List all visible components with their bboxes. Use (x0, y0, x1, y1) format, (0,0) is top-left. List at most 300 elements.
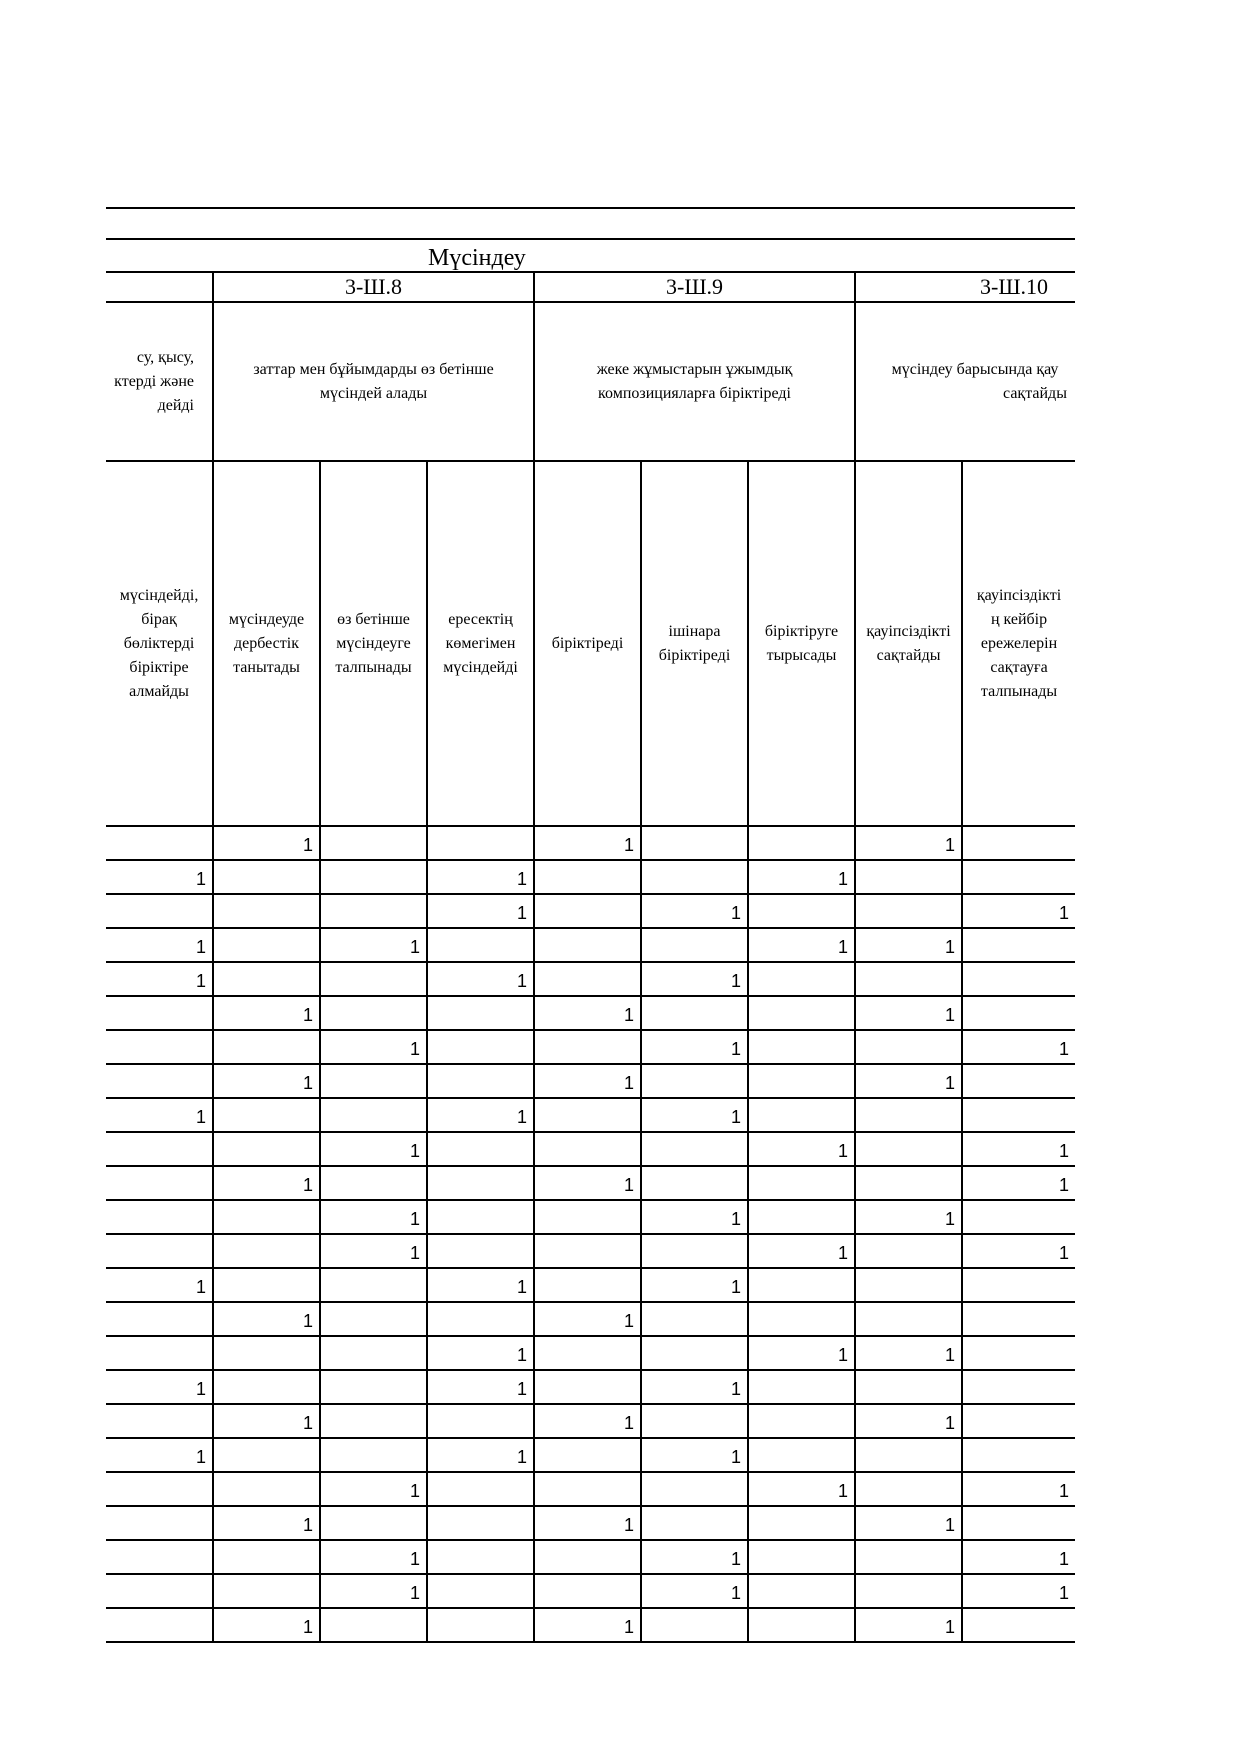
table-row (106, 1540, 1075, 1574)
code-cell-partial (106, 272, 213, 302)
table-cell[interactable]: 1 (534, 996, 641, 1030)
table-cell[interactable] (320, 894, 427, 928)
table-cell[interactable] (641, 928, 748, 962)
table-cell[interactable]: 1 (855, 996, 962, 1030)
table-cell[interactable]: 1 (106, 1268, 213, 1302)
section-header (106, 244, 1075, 272)
table-cell[interactable]: 1 (427, 1438, 534, 1472)
table-cell[interactable] (641, 1336, 748, 1370)
table-cell[interactable] (427, 826, 534, 860)
table-cell[interactable] (534, 1268, 641, 1302)
criteria-cell (427, 461, 534, 826)
table-cell[interactable] (320, 1438, 427, 1472)
table-row (106, 1234, 1075, 1268)
table-cell[interactable] (748, 1268, 855, 1302)
table-cell[interactable]: 1 (320, 1540, 427, 1574)
table-cell[interactable] (427, 1540, 534, 1574)
description-line: су, қысу, (136, 348, 194, 366)
table-cell[interactable] (962, 860, 1075, 894)
table-row (106, 1370, 1075, 1404)
criteria-line: талпынады (980, 682, 1058, 700)
table-cell[interactable] (427, 1030, 534, 1064)
table-cell[interactable]: 1 (213, 1506, 320, 1540)
table-cell[interactable] (106, 1506, 213, 1540)
table-cell[interactable]: 1 (641, 962, 748, 996)
table-cell[interactable] (320, 1370, 427, 1404)
table-cell[interactable] (748, 1064, 855, 1098)
table-cell[interactable]: 1 (641, 1540, 748, 1574)
table-cell[interactable]: 1 (641, 1574, 748, 1608)
table-cell[interactable] (855, 1030, 962, 1064)
description-line: заттар мен бұйымдарды өз бетінше (253, 360, 494, 378)
table-cell[interactable] (213, 1472, 320, 1506)
table-cell[interactable] (106, 1200, 213, 1234)
table-cell[interactable]: 1 (320, 1200, 427, 1234)
table-cell[interactable] (320, 1506, 427, 1540)
table-cell[interactable] (748, 894, 855, 928)
table-cell[interactable]: 1 (427, 894, 534, 928)
table-cell[interactable] (213, 1030, 320, 1064)
table-cell[interactable] (748, 826, 855, 860)
table-cell[interactable] (427, 1608, 534, 1642)
table-cell[interactable] (106, 1234, 213, 1268)
table-cell[interactable] (106, 1472, 213, 1506)
table-cell[interactable] (320, 1302, 427, 1336)
table-cell[interactable] (427, 1404, 534, 1438)
table-cell[interactable] (962, 1370, 1075, 1404)
table-cell[interactable] (534, 1200, 641, 1234)
table-cell[interactable] (213, 1268, 320, 1302)
assessment-table (106, 271, 1075, 1643)
table-cell[interactable] (427, 996, 534, 1030)
table-cell[interactable]: 1 (213, 1166, 320, 1200)
table-cell[interactable]: 1 (106, 962, 213, 996)
table-cell[interactable]: 1 (962, 1132, 1075, 1166)
table-cell[interactable]: 1 (213, 1302, 320, 1336)
table-cell[interactable]: 1 (641, 1098, 748, 1132)
table-cell[interactable] (427, 1132, 534, 1166)
table-cell[interactable] (213, 1200, 320, 1234)
table-cell[interactable] (641, 1132, 748, 1166)
criteria-line: дербестік (234, 634, 299, 652)
table-cell[interactable]: 1 (213, 996, 320, 1030)
table-cell[interactable]: 1 (427, 1370, 534, 1404)
table-cell[interactable] (748, 1098, 855, 1132)
table-cell[interactable] (748, 1608, 855, 1642)
criteria-line: тырысады (766, 646, 837, 664)
table-cell[interactable] (106, 1404, 213, 1438)
table-cell[interactable] (962, 962, 1075, 996)
description-line: ктерді және (114, 372, 194, 390)
table-row (106, 1506, 1075, 1540)
table-row (106, 962, 1075, 996)
table-cell[interactable]: 1 (534, 1608, 641, 1642)
table-cell[interactable] (534, 1574, 641, 1608)
table-cell[interactable] (748, 1200, 855, 1234)
table-cell[interactable] (213, 928, 320, 962)
table-cell[interactable] (320, 962, 427, 996)
table-cell[interactable]: 1 (427, 1268, 534, 1302)
table-cell[interactable]: 1 (320, 1030, 427, 1064)
table-row (106, 1166, 1075, 1200)
table-cell[interactable] (748, 996, 855, 1030)
table-cell[interactable] (534, 1336, 641, 1370)
table-row (106, 860, 1075, 894)
table-cell[interactable]: 1 (534, 1404, 641, 1438)
table-cell[interactable] (320, 1268, 427, 1302)
table-cell[interactable] (855, 1370, 962, 1404)
criteria-line: талпынады (335, 658, 412, 676)
table-cell[interactable] (106, 1064, 213, 1098)
table-cell[interactable] (855, 1302, 962, 1336)
criteria-line: бірақ (141, 610, 177, 628)
table-cell[interactable] (534, 928, 641, 962)
table-cell[interactable]: 1 (748, 1336, 855, 1370)
description-line: дейді (157, 396, 194, 414)
table-cell[interactable]: 1 (748, 860, 855, 894)
table-cell[interactable] (962, 1404, 1075, 1438)
table-cell[interactable] (427, 1200, 534, 1234)
table-cell[interactable] (106, 1574, 213, 1608)
table-cell[interactable]: 1 (106, 860, 213, 894)
table-cell[interactable] (641, 1506, 748, 1540)
table-cell[interactable] (534, 1438, 641, 1472)
table-cell[interactable] (106, 826, 213, 860)
skill-description-row (106, 302, 1075, 461)
table-cell[interactable] (748, 1030, 855, 1064)
table-cell[interactable] (320, 1336, 427, 1370)
description-line: сақтайды (1003, 384, 1067, 402)
table-row (106, 1608, 1075, 1642)
table-cell[interactable] (213, 1540, 320, 1574)
table-cell[interactable] (427, 1064, 534, 1098)
description-cell (213, 302, 534, 461)
description-line: мүсіндеу барысында қау (891, 360, 1059, 378)
table-cell[interactable] (534, 1234, 641, 1268)
table-cell[interactable]: 1 (748, 1234, 855, 1268)
table-cell[interactable] (534, 894, 641, 928)
table-cell[interactable] (962, 826, 1075, 860)
table-cell[interactable] (748, 1404, 855, 1438)
table-cell[interactable]: 1 (320, 1472, 427, 1506)
table-cell[interactable]: 1 (213, 1608, 320, 1642)
code-cell (855, 272, 1075, 302)
table-cell[interactable] (748, 1438, 855, 1472)
table-cell[interactable]: 1 (962, 1166, 1075, 1200)
table-cell[interactable]: 1 (962, 1574, 1075, 1608)
table-cell[interactable] (320, 860, 427, 894)
table-cell[interactable]: 1 (534, 1064, 641, 1098)
criteria-line: сақтайды (876, 646, 941, 664)
criteria-cell (962, 461, 1075, 826)
table-cell[interactable]: 1 (855, 1200, 962, 1234)
table-row (106, 1336, 1075, 1370)
table-cell[interactable] (748, 1506, 855, 1540)
table-cell[interactable]: 1 (748, 928, 855, 962)
table-cell[interactable] (427, 1166, 534, 1200)
table-cell[interactable]: 1 (534, 826, 641, 860)
table-cell[interactable] (213, 1132, 320, 1166)
table-cell[interactable] (534, 1030, 641, 1064)
table-cell[interactable]: 1 (106, 1370, 213, 1404)
table-cell[interactable] (106, 996, 213, 1030)
table-cell[interactable] (427, 1506, 534, 1540)
table-cell[interactable]: 1 (962, 894, 1075, 928)
table-cell[interactable] (213, 1574, 320, 1608)
table-cell[interactable] (855, 1438, 962, 1472)
criteria-line: танытады (233, 658, 300, 676)
table-cell[interactable]: 1 (427, 860, 534, 894)
table-cell[interactable] (641, 860, 748, 894)
table-row (106, 1200, 1075, 1234)
table-cell[interactable] (855, 1574, 962, 1608)
table-cell[interactable] (962, 1268, 1075, 1302)
section-title: Мүсіндеу (428, 245, 526, 271)
table-row (106, 1268, 1075, 1302)
table-row (106, 1132, 1075, 1166)
table-cell[interactable]: 1 (427, 1098, 534, 1132)
criteria-cell (534, 461, 641, 826)
table-row (106, 1404, 1075, 1438)
table-cell[interactable] (748, 1574, 855, 1608)
table-cell[interactable] (213, 1234, 320, 1268)
table-cell[interactable]: 1 (748, 1132, 855, 1166)
table-cell[interactable]: 1 (855, 1336, 962, 1370)
table-cell[interactable]: 1 (534, 1506, 641, 1540)
table-cell[interactable] (748, 962, 855, 996)
table-cell[interactable] (962, 996, 1075, 1030)
table-header-border (106, 238, 1075, 240)
table-cell[interactable] (106, 1302, 213, 1336)
table-cell[interactable] (962, 928, 1075, 962)
table-row (106, 1064, 1075, 1098)
table-cell[interactable] (534, 1132, 641, 1166)
table-row (106, 1030, 1075, 1064)
table-cell[interactable] (855, 1132, 962, 1166)
description-cell-partial (106, 302, 213, 461)
table-cell[interactable]: 1 (106, 1098, 213, 1132)
table-row (106, 1472, 1075, 1506)
criteria-line: ережелерін (980, 634, 1058, 652)
table-cell[interactable] (427, 1234, 534, 1268)
criteria-line: ересектің (448, 610, 513, 628)
table-cell[interactable]: 1 (213, 1404, 320, 1438)
table-cell[interactable]: 1 (855, 928, 962, 962)
criteria-line: біріктіре (129, 658, 189, 676)
table-cell[interactable]: 1 (320, 1234, 427, 1268)
table-cell[interactable] (534, 1540, 641, 1574)
table-cell[interactable] (427, 928, 534, 962)
criteria-line: бөліктерді (123, 634, 195, 652)
table-cell[interactable]: 1 (855, 1506, 962, 1540)
table-cell[interactable]: 1 (641, 894, 748, 928)
table-cell[interactable] (106, 1030, 213, 1064)
table-cell[interactable] (641, 826, 748, 860)
table-cell[interactable] (320, 826, 427, 860)
criteria-line: қауіпсіздікті (976, 586, 1062, 604)
table-cell[interactable] (106, 1166, 213, 1200)
description-line: композицияларға біріктіреді (598, 384, 791, 402)
criteria-line: ң кейбір (990, 610, 1048, 628)
table-cell[interactable] (855, 1234, 962, 1268)
criteria-line: алмайды (129, 682, 189, 700)
table-cell[interactable] (106, 1608, 213, 1642)
table-cell[interactable] (748, 1166, 855, 1200)
table-cell[interactable] (641, 1472, 748, 1506)
criteria-row (106, 461, 1075, 826)
criteria-line: біріктіреді (551, 634, 624, 652)
table-row (106, 996, 1075, 1030)
description-line: жеке жұмыстарын ұжымдық (596, 360, 793, 378)
table-cell[interactable] (641, 1608, 748, 1642)
table-cell[interactable] (534, 1472, 641, 1506)
table-row (106, 1098, 1075, 1132)
criteria-line: мүсіндейді, (119, 586, 199, 604)
skill-code-row (106, 272, 1075, 302)
description-line: мүсіндей алады (319, 384, 428, 402)
table-cell[interactable] (106, 894, 213, 928)
table-row (106, 1574, 1075, 1608)
table-cell[interactable]: 1 (534, 1166, 641, 1200)
criteria-cell (320, 461, 427, 826)
table-cell[interactable] (962, 1064, 1075, 1098)
table-cell[interactable]: 1 (106, 1438, 213, 1472)
table-cell[interactable] (748, 1302, 855, 1336)
table-cell[interactable] (534, 1370, 641, 1404)
table-cell[interactable] (213, 894, 320, 928)
criteria-line: біріктіруге (764, 622, 839, 640)
table-cell[interactable]: 1 (641, 1370, 748, 1404)
table-cell[interactable]: 1 (427, 1336, 534, 1370)
table-cell[interactable] (320, 1064, 427, 1098)
table-cell[interactable] (106, 1336, 213, 1370)
table-cell[interactable] (427, 1472, 534, 1506)
code-cell-text: 3-Ш.10 (980, 274, 1049, 299)
description-cell (855, 302, 1075, 461)
table-row (106, 928, 1075, 962)
criteria-cell (855, 461, 962, 826)
table-cell[interactable] (106, 1132, 213, 1166)
table-cell[interactable]: 1 (213, 1064, 320, 1098)
table-cell[interactable]: 1 (855, 1064, 962, 1098)
table-cell[interactable]: 1 (962, 1030, 1075, 1064)
table-cell[interactable] (962, 1336, 1075, 1370)
table-cell[interactable] (962, 1438, 1075, 1472)
table-cell[interactable] (962, 1200, 1075, 1234)
table-cell[interactable] (855, 1472, 962, 1506)
table-cell[interactable] (320, 1166, 427, 1200)
criteria-cell (213, 461, 320, 826)
table-cell[interactable] (748, 1370, 855, 1404)
table-cell[interactable] (213, 962, 320, 996)
table-cell[interactable] (320, 996, 427, 1030)
criteria-cell (641, 461, 748, 826)
table-cell[interactable]: 1 (534, 1302, 641, 1336)
table-cell[interactable] (962, 1608, 1075, 1642)
table-cell[interactable] (641, 1064, 748, 1098)
table-cell[interactable] (320, 1608, 427, 1642)
table-row (106, 1302, 1075, 1336)
criteria-line: мүсіндеуге (336, 634, 411, 652)
criteria-line: қауіпсіздікті (866, 622, 951, 640)
table-cell[interactable] (320, 1098, 427, 1132)
criteria-line: біріктіреді (658, 646, 731, 664)
table-cell[interactable] (855, 1268, 962, 1302)
table-cell[interactable] (641, 1234, 748, 1268)
table-cell[interactable] (641, 1302, 748, 1336)
criteria-line: ішінара (668, 622, 721, 640)
table-cell[interactable] (855, 1540, 962, 1574)
table-cell[interactable]: 1 (106, 928, 213, 962)
description-cell (534, 302, 855, 461)
table-cell[interactable] (106, 1540, 213, 1574)
table-row (106, 1438, 1075, 1472)
table-cell[interactable]: 1 (641, 1438, 748, 1472)
table-cell[interactable] (855, 894, 962, 928)
table-cell[interactable]: 1 (641, 1030, 748, 1064)
table-cell[interactable] (427, 1574, 534, 1608)
table-cell[interactable]: 1 (962, 1540, 1075, 1574)
table-cell[interactable] (320, 1404, 427, 1438)
criteria-line: өз бетінше (337, 610, 410, 628)
criteria-line: мүсіндейді (443, 658, 518, 676)
table-cell[interactable]: 1 (320, 928, 427, 962)
table-row (106, 826, 1075, 860)
table-cell[interactable]: 1 (213, 826, 320, 860)
table-cell[interactable] (213, 1098, 320, 1132)
table-cell[interactable] (213, 1438, 320, 1472)
table-cell[interactable]: 1 (855, 826, 962, 860)
table-cell[interactable] (641, 1166, 748, 1200)
table-cell[interactable]: 1 (962, 1472, 1075, 1506)
table-cell[interactable] (748, 1540, 855, 1574)
table-cell[interactable] (534, 860, 641, 894)
criteria-line: сақтауға (990, 658, 1048, 676)
criteria-line: мүсіндеуде (228, 610, 305, 628)
table-cell[interactable] (962, 1098, 1075, 1132)
table-cell[interactable]: 1 (962, 1234, 1075, 1268)
table-cell[interactable] (427, 1302, 534, 1336)
table-cell[interactable] (213, 860, 320, 894)
table-cell[interactable] (962, 1506, 1075, 1540)
table-cell[interactable] (855, 1166, 962, 1200)
criteria-cell (748, 461, 855, 826)
table-cell[interactable] (213, 1336, 320, 1370)
table-cell[interactable] (641, 1404, 748, 1438)
table-cell[interactable]: 1 (855, 1608, 962, 1642)
table-cell[interactable] (855, 860, 962, 894)
table-cell[interactable]: 1 (320, 1574, 427, 1608)
table-cell[interactable]: 1 (641, 1200, 748, 1234)
code-cell: 3-Ш.8 (213, 272, 534, 302)
table-cell[interactable] (855, 1098, 962, 1132)
table-cell[interactable] (641, 996, 748, 1030)
criteria-cell (106, 461, 213, 826)
table-cell[interactable] (534, 1098, 641, 1132)
table-cell[interactable] (855, 962, 962, 996)
table-cell[interactable]: 1 (320, 1132, 427, 1166)
table-cell[interactable]: 1 (855, 1404, 962, 1438)
table-row (106, 894, 1075, 928)
table-cell[interactable] (534, 962, 641, 996)
table-cell[interactable]: 1 (427, 962, 534, 996)
criteria-line: көмегімен (445, 634, 516, 652)
table-cell[interactable]: 1 (748, 1472, 855, 1506)
table-cell[interactable] (962, 1302, 1075, 1336)
table-top-border (106, 207, 1075, 209)
table-cell[interactable] (213, 1370, 320, 1404)
table-cell[interactable]: 1 (641, 1268, 748, 1302)
